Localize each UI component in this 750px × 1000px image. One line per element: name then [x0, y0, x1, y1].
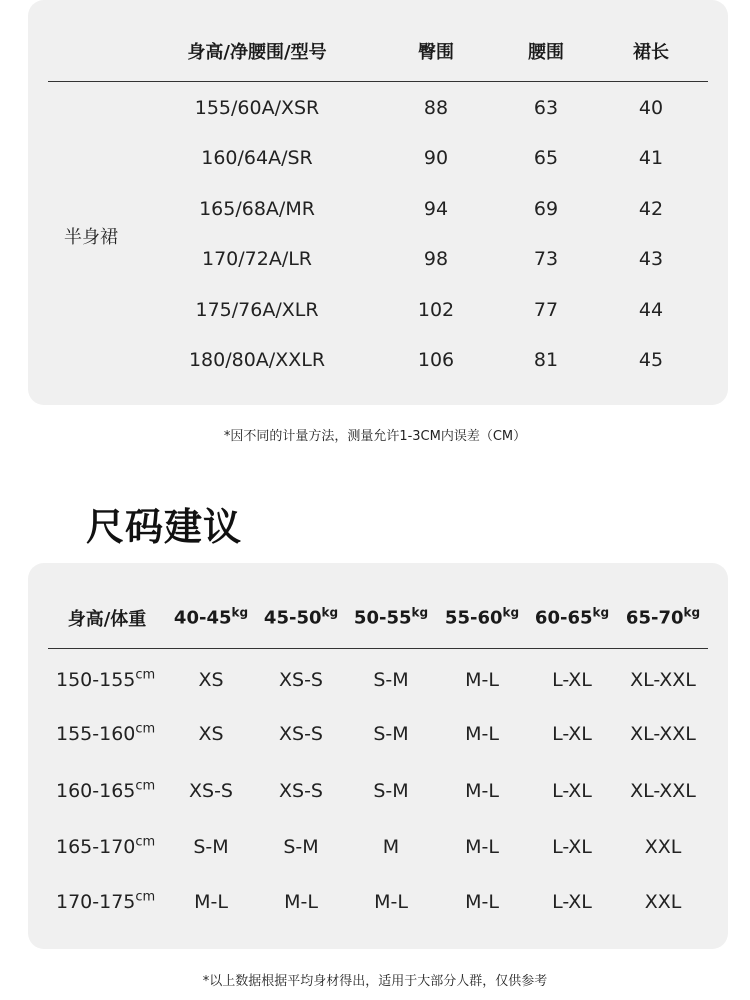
height-unit: cm	[135, 667, 156, 683]
size-cell: M-L	[374, 891, 408, 913]
size-cell: L-XL	[552, 891, 592, 913]
table-cell: 90	[423, 147, 449, 169]
height-row-header	[56, 836, 155, 858]
weight-range: 60-65	[534, 607, 593, 629]
table-cell: 41	[638, 147, 664, 169]
table-cell: 77	[533, 299, 559, 321]
table-cell: 155/60A/XSR	[194, 97, 320, 119]
table-cell: 102	[417, 299, 455, 321]
size-cell: XXL	[644, 891, 682, 913]
category-label: 半身裙	[64, 227, 118, 248]
size-cell: S-M	[283, 836, 319, 858]
size-cell: M-L	[465, 780, 499, 802]
weight-column-header	[263, 605, 339, 629]
table-cell: 94	[423, 198, 449, 220]
table-cell: 160/64A/SR	[201, 147, 313, 169]
weight-unit: kg	[321, 605, 339, 620]
size-cell: L-XL	[552, 836, 592, 858]
weight-unit: kg	[683, 605, 701, 620]
column-header: 腰围	[528, 42, 564, 63]
table-cell: 43	[638, 248, 664, 270]
table-cell: 165/68A/MR	[199, 198, 315, 220]
column-header: 臀围	[418, 42, 454, 63]
weight-unit: kg	[592, 605, 610, 620]
table-cell: 88	[423, 97, 449, 119]
size-cell: M-L	[194, 891, 228, 913]
table-cell: 45	[638, 349, 664, 371]
table-cell: 44	[638, 299, 664, 321]
height-range: 155-160	[56, 723, 136, 745]
height-row-header	[56, 780, 155, 802]
size-cell: XS	[198, 669, 224, 691]
height-unit: cm	[135, 889, 156, 905]
corner-label: 身高/体重	[67, 609, 147, 630]
height-range: 170-175	[56, 891, 136, 913]
size-cell: M-L	[465, 891, 499, 913]
table-cell: 65	[533, 147, 559, 169]
column-header: 身高/净腰围/型号	[187, 42, 327, 63]
weight-range: 55-60	[444, 607, 503, 629]
weight-range: 40-45	[173, 607, 232, 629]
size-cell: M	[382, 836, 400, 858]
header-divider	[48, 81, 708, 82]
measurement-note: *因不同的计量方法，测量允许1-3CM内误差（CM）	[223, 429, 527, 444]
size-cell: M-L	[465, 836, 499, 858]
size-cell: M-L	[465, 669, 499, 691]
height-row-header	[56, 723, 155, 745]
size-cell: S-M	[373, 669, 409, 691]
table-cell: 63	[533, 97, 559, 119]
size-cell: S-M	[373, 723, 409, 745]
height-range: 165-170	[56, 836, 136, 858]
table-cell: 106	[417, 349, 455, 371]
size-cell: M-L	[465, 723, 499, 745]
size-cell: XXL	[644, 836, 682, 858]
size-cell: L-XL	[552, 723, 592, 745]
size-cell: L-XL	[552, 780, 592, 802]
weight-range: 65-70	[625, 607, 684, 629]
table-cell: 81	[533, 349, 559, 371]
weight-column-header	[173, 605, 249, 629]
weight-unit: kg	[231, 605, 249, 620]
size-cell: XS-S	[279, 669, 323, 691]
weight-column-header	[444, 605, 520, 629]
size-cell: XL-XXL	[630, 669, 696, 691]
weight-unit: kg	[411, 605, 429, 620]
table-cell: 98	[423, 248, 449, 270]
weight-column-header	[534, 605, 610, 629]
size-cell: XS-S	[279, 780, 323, 802]
size-recommendation-card	[28, 563, 728, 949]
table-cell: 175/76A/XLR	[195, 299, 319, 321]
size-cell: XL-XXL	[630, 723, 696, 745]
table-cell: 73	[533, 248, 559, 270]
header-divider	[48, 648, 708, 649]
size-cell: M-L	[284, 891, 318, 913]
size-cell: S-M	[373, 780, 409, 802]
table-cell: 170/72A/LR	[201, 248, 313, 270]
size-cell: XS-S	[279, 723, 323, 745]
height-unit: cm	[135, 721, 156, 737]
table-cell: 40	[638, 97, 664, 119]
height-unit: cm	[135, 778, 156, 794]
weight-column-header	[625, 605, 701, 629]
size-cell: S-M	[193, 836, 229, 858]
section-title: 尺码建议	[86, 505, 243, 549]
height-range: 160-165	[56, 780, 136, 802]
weight-range: 50-55	[353, 607, 412, 629]
height-row-header	[56, 891, 155, 913]
size-cell: L-XL	[552, 669, 592, 691]
disclaimer-note: *以上数据根据平均身材得出，适用于大部分人群，仅供参考	[202, 974, 548, 989]
weight-column-header	[353, 605, 429, 629]
size-cell: XS-S	[189, 780, 233, 802]
weight-unit: kg	[502, 605, 520, 620]
table-cell: 180/80A/XXLR	[188, 349, 326, 371]
height-range: 150-155	[56, 669, 136, 691]
table-cell: 69	[533, 198, 559, 220]
weight-range: 45-50	[263, 607, 322, 629]
height-row-header	[56, 669, 155, 691]
column-header: 裙长	[633, 42, 669, 63]
size-cell: XL-XXL	[630, 780, 696, 802]
size-cell: XS	[198, 723, 224, 745]
table-cell: 42	[638, 198, 664, 220]
size-table-card	[28, 0, 728, 405]
height-unit: cm	[135, 834, 156, 850]
